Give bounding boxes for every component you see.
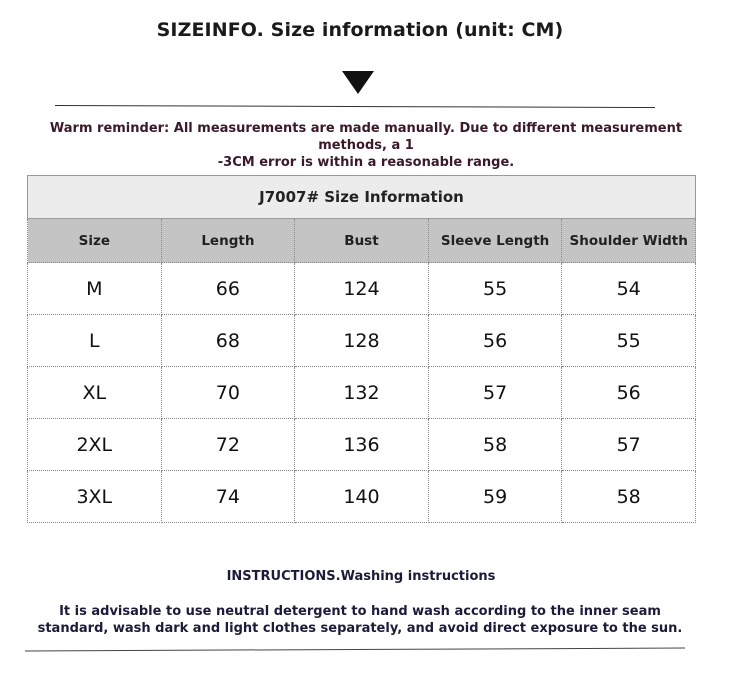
cell-size: M bbox=[28, 263, 162, 315]
instructions-line-1: It is advisable to use neutral detergent to hand wash according to the inner seam bbox=[59, 604, 661, 619]
cell-shoulder-width: 54 bbox=[562, 263, 696, 315]
table-row bbox=[28, 315, 696, 367]
table-row bbox=[28, 263, 696, 315]
cell-sleeve-length: 55 bbox=[428, 263, 562, 315]
cell-length: 68 bbox=[161, 315, 295, 367]
cell-bust: 128 bbox=[295, 315, 429, 367]
divider-top bbox=[55, 105, 655, 108]
cell-length: 66 bbox=[161, 263, 295, 315]
table-row bbox=[28, 419, 696, 471]
cell-length: 74 bbox=[161, 471, 295, 523]
cell-sleeve-length: 57 bbox=[428, 367, 562, 419]
cell-size: 3XL bbox=[28, 471, 162, 523]
table-header-row bbox=[28, 219, 696, 263]
divider-bottom bbox=[25, 648, 685, 652]
cell-size: L bbox=[28, 315, 162, 367]
reminder-line-1: Warm reminder: All measurements are made manually. Due to different measurement methods, a 1 bbox=[49, 121, 683, 153]
table-caption: J7007# Size Information bbox=[28, 176, 696, 219]
column-header-shoulder-width: Shoulder Width bbox=[562, 219, 696, 263]
cell-shoulder-width: 55 bbox=[562, 315, 696, 367]
column-header-bust: Bust bbox=[295, 219, 429, 263]
column-header-sleeve-length: Sleeve Length bbox=[428, 219, 562, 263]
warm-reminder bbox=[14, 120, 718, 171]
instructions-line-2: standard, wash dark and light clothes separately, and avoid direct exposure to the sun. bbox=[37, 621, 683, 636]
reminder-line-2: -3CM error is within a reasonable range. bbox=[217, 155, 515, 170]
cell-bust: 124 bbox=[295, 263, 429, 315]
table-caption-row bbox=[28, 176, 696, 219]
page-title: SIZEINFO. Size information (unit: CM) bbox=[156, 19, 564, 41]
cell-shoulder-width: 58 bbox=[562, 471, 696, 523]
down-triangle-icon bbox=[342, 71, 374, 94]
cell-size: 2XL bbox=[28, 419, 162, 471]
cell-sleeve-length: 59 bbox=[428, 471, 562, 523]
instructions-body bbox=[30, 603, 690, 637]
cell-bust: 132 bbox=[295, 367, 429, 419]
cell-sleeve-length: 58 bbox=[428, 419, 562, 471]
cell-shoulder-width: 56 bbox=[562, 367, 696, 419]
table-row bbox=[28, 367, 696, 419]
size-table bbox=[27, 175, 696, 523]
cell-shoulder-width: 57 bbox=[562, 419, 696, 471]
table-row bbox=[28, 471, 696, 523]
column-header-length: Length bbox=[161, 219, 295, 263]
cell-sleeve-length: 56 bbox=[428, 315, 562, 367]
cell-size: XL bbox=[28, 367, 162, 419]
cell-bust: 140 bbox=[295, 471, 429, 523]
cell-length: 70 bbox=[161, 367, 295, 419]
instructions-title: INSTRUCTIONS.Washing instructions bbox=[226, 569, 496, 584]
column-header-size: Size bbox=[28, 219, 162, 263]
cell-length: 72 bbox=[161, 419, 295, 471]
cell-bust: 136 bbox=[295, 419, 429, 471]
